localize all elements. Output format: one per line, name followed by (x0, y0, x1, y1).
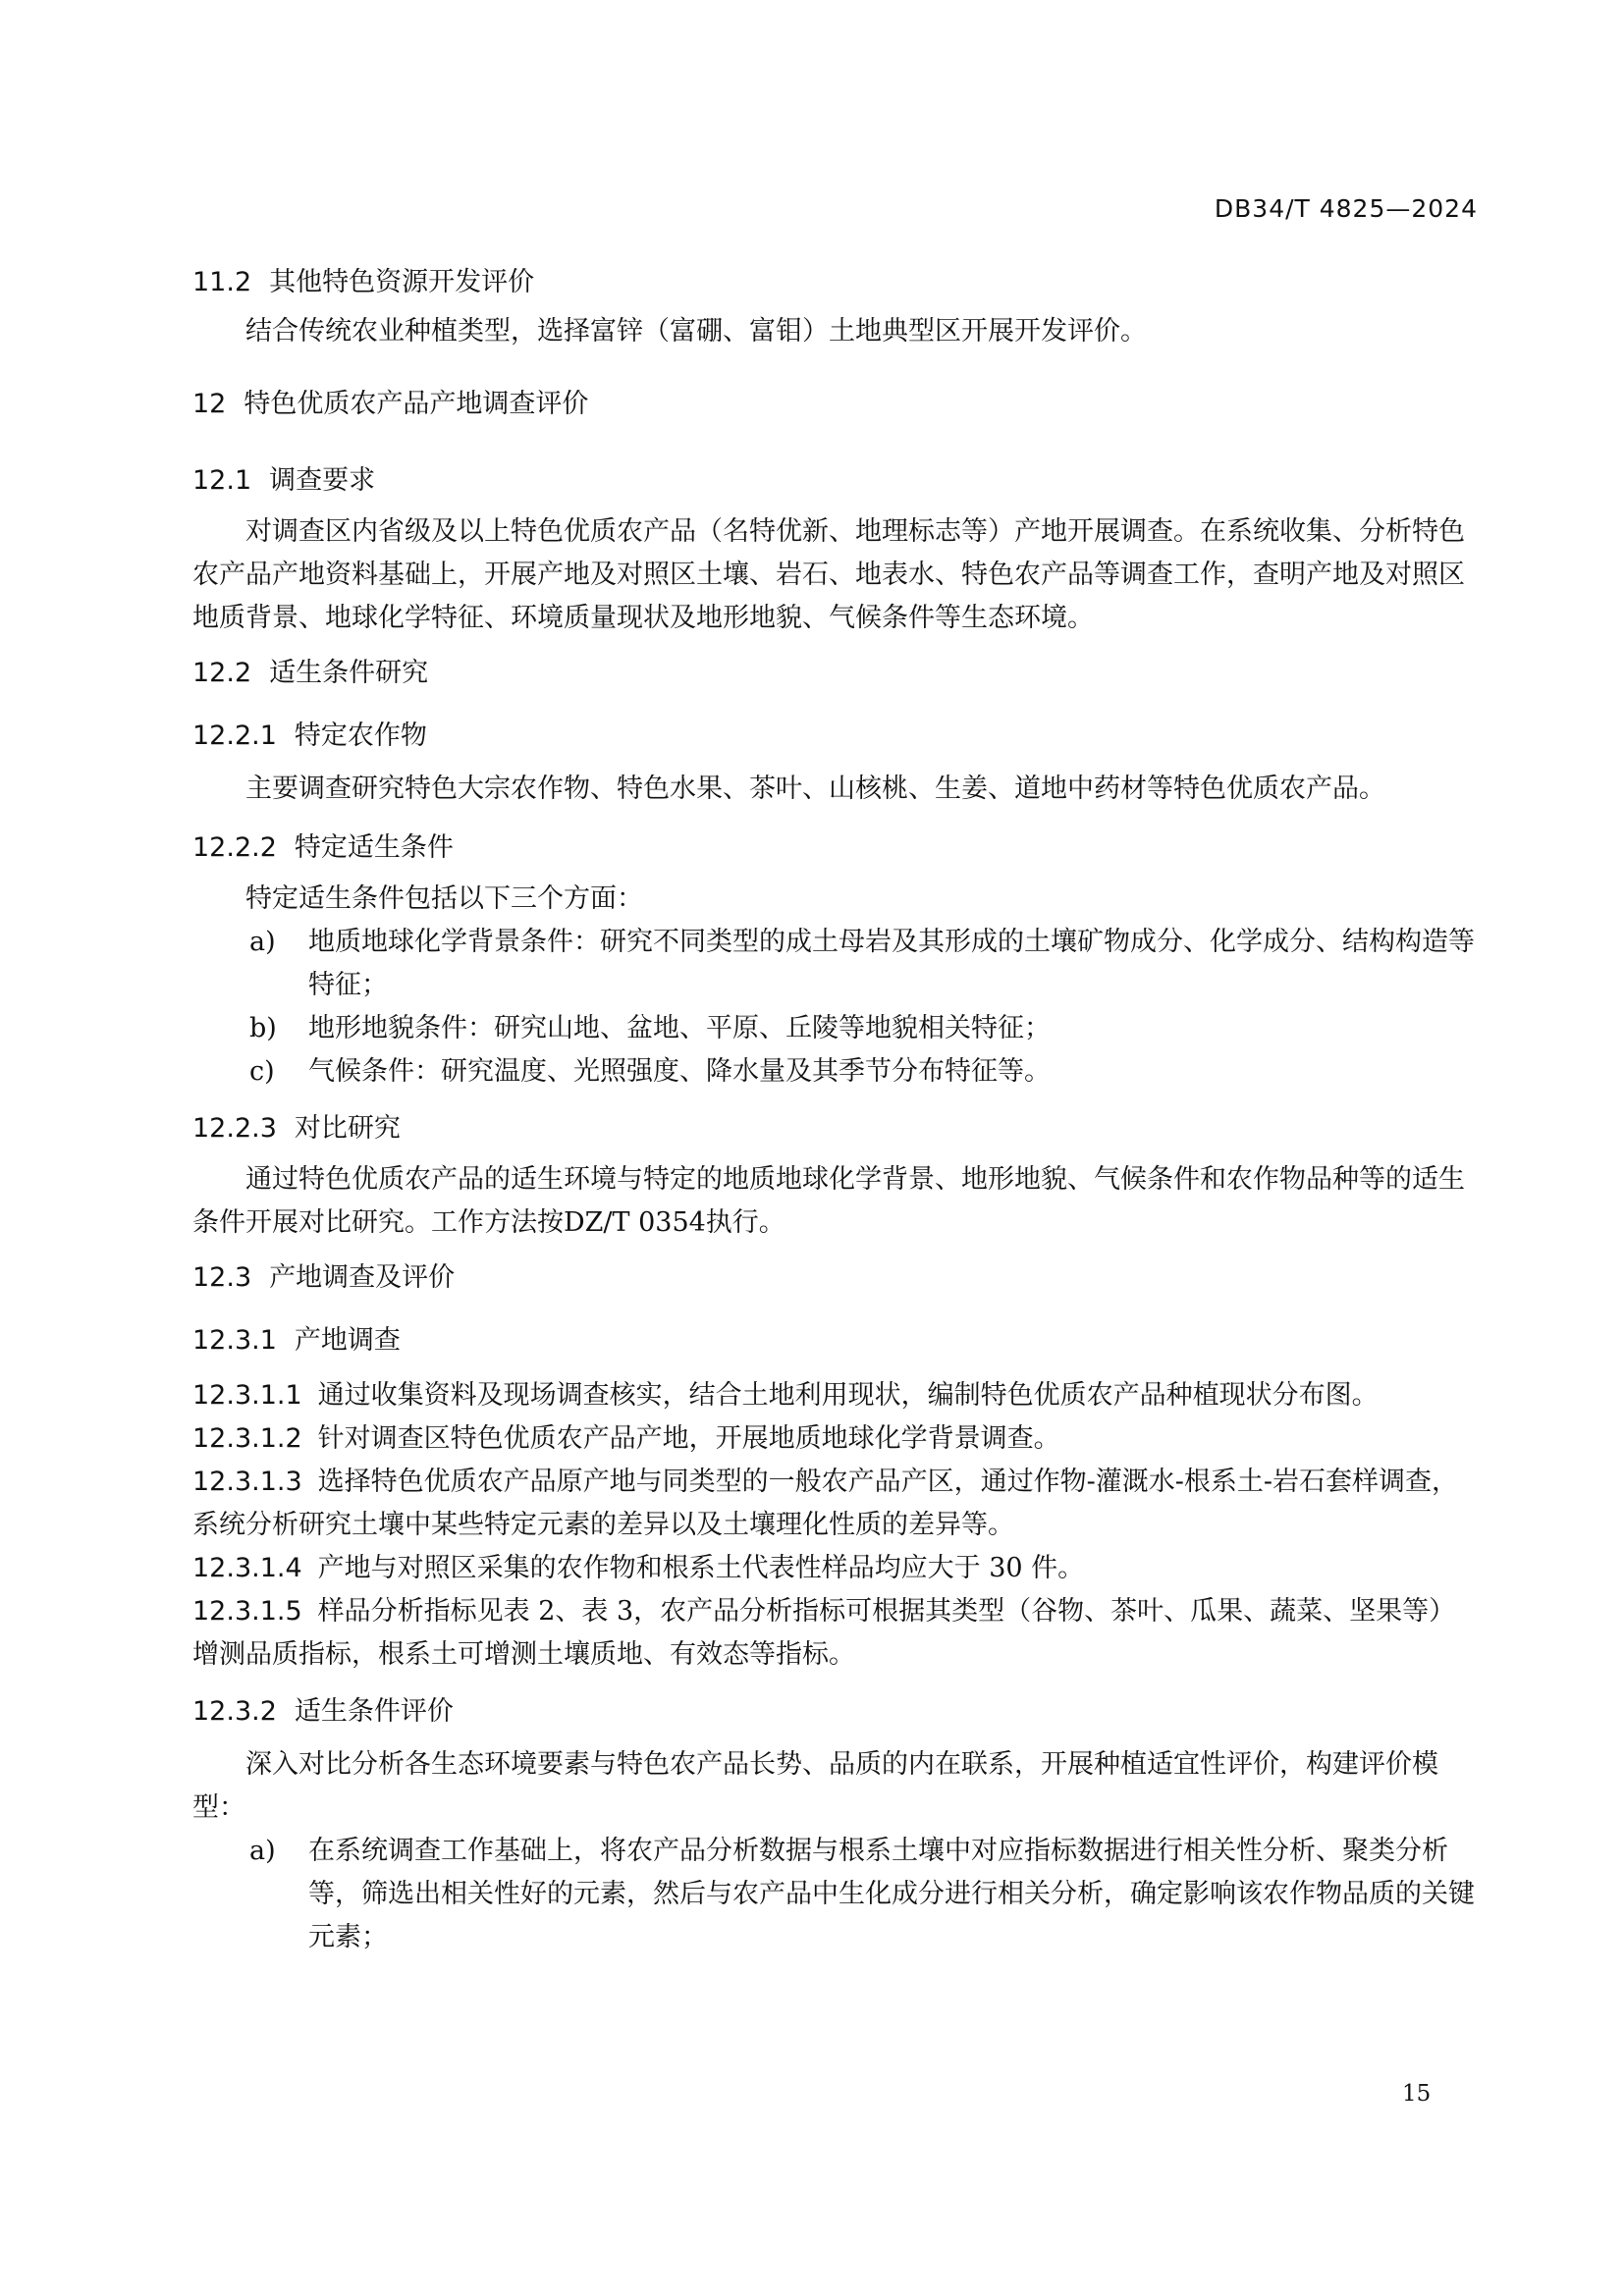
document-code: DB34/T 4825—2024 (1214, 194, 1478, 223)
paragraph: 主要调查研究特色大宗农作物、特色水果、茶叶、山核桃、生姜、道地中药材等特色优质农产品。 (245, 774, 1385, 804)
heading-12-3-2: 12.3.2 适生条件评价 (192, 1696, 454, 1727)
clause-12-3-1-3: 12.3.1.3 选择特色优质农产品原产地与同类型的一般农产品产区，通过作物-灌溉水-根系土-岩石套样调查，系统分析研究土壤中某些特定元素的差异以及土壤理化性质的差异等。 (192, 1467, 1459, 1540)
heading-12-2-2: 12.2.2 特定适生条件 (192, 832, 454, 863)
paragraph: 结合传统农业种植类型，选择富锌（富硼、富钼）土地典型区开展开发评价。 (245, 316, 1147, 347)
page-number: 15 (1402, 2081, 1432, 2107)
heading-12-2-3: 12.2.3 对比研究 (192, 1113, 401, 1144)
heading-11-2: 11.2 其他特色资源开发评价 (192, 267, 535, 297)
list-item: a) 地质地球化学背景条件：研究不同类型的成土母岩及其形成的土壤矿物成分、化学成分、结构构造等特征； (249, 927, 1475, 1000)
paragraph: 通过特色优质农产品的适生环境与特定的地质地球化学背景、地形地貌、气候条件和农作物品种等的适生条件开展对比研究。工作方法按DZ/T 0354执行。 (192, 1164, 1465, 1238)
list-item: b) 地形地貌条件：研究山地、盆地、平原、丘陵等地貌相关特征； (249, 1013, 1051, 1043)
heading-12-1: 12.1 调查要求 (192, 465, 376, 496)
heading-12-2: 12.2 适生条件研究 (192, 658, 429, 688)
document-body (192, 263, 1479, 1959)
clause-12-3-1-5: 12.3.1.5 样品分析指标见表 2、表 3，农产品分析指标可根据其类型（谷物、茶叶、瓜果、蔬菜、坚果等）增测品质指标，根系土可增测土壤质地、有效态等指标。 (192, 1596, 1456, 1670)
clause-12-3-1-2: 12.3.1.2 针对调查区特色优质农产品产地，开展地质地球化学背景调查。 (192, 1423, 1060, 1454)
heading-12-3-1: 12.3.1 产地调查 (192, 1325, 401, 1356)
heading-12: 12 特色优质农产品产地调查评价 (192, 389, 589, 419)
list-item: a) 在系统调查工作基础上，将农产品分析数据与根系土壤中对应指标数据进行相关性分析、聚类分析等，筛选出相关性好的元素，然后与农产品中生化成分进行相关分析，确定影响该农作物品质的关键元素； (249, 1836, 1475, 1952)
paragraph: 对调查区内省级及以上特色优质农产品（名特优新、地理标志等）产地开展调查。在系统收集、分析特色农产品产地资料基础上，开展产地及对照区土壤、岩石、地表水、特色农产品等调查工作，查明产地及对照区地质背景、地球化学特征、环境质量现状及地形地貌、气候条件等生态环境。 (192, 516, 1465, 633)
clause-12-3-1-1: 12.3.1.1 通过收集资料及现场调查核实，结合土地利用现状，编制特色优质农产品种植现状分布图。 (192, 1380, 1379, 1411)
clause-12-3-1-4: 12.3.1.4 产地与对照区采集的农作物和根系土代表性样品均应大于 30 件。 (192, 1553, 1085, 1583)
paragraph: 深入对比分析各生态环境要素与特色农产品长势、品质的内在联系，开展种植适宜性评价，构建评价模型： (192, 1749, 1438, 1823)
heading-12-2-1: 12.2.1 特定农作物 (192, 721, 427, 751)
list-item: c) 气候条件：研究温度、光照强度、降水量及其季节分布特征等。 (249, 1056, 1051, 1087)
heading-12-3: 12.3 产地调查及评价 (192, 1262, 456, 1293)
paragraph: 特定适生条件包括以下三个方面： (245, 883, 643, 914)
